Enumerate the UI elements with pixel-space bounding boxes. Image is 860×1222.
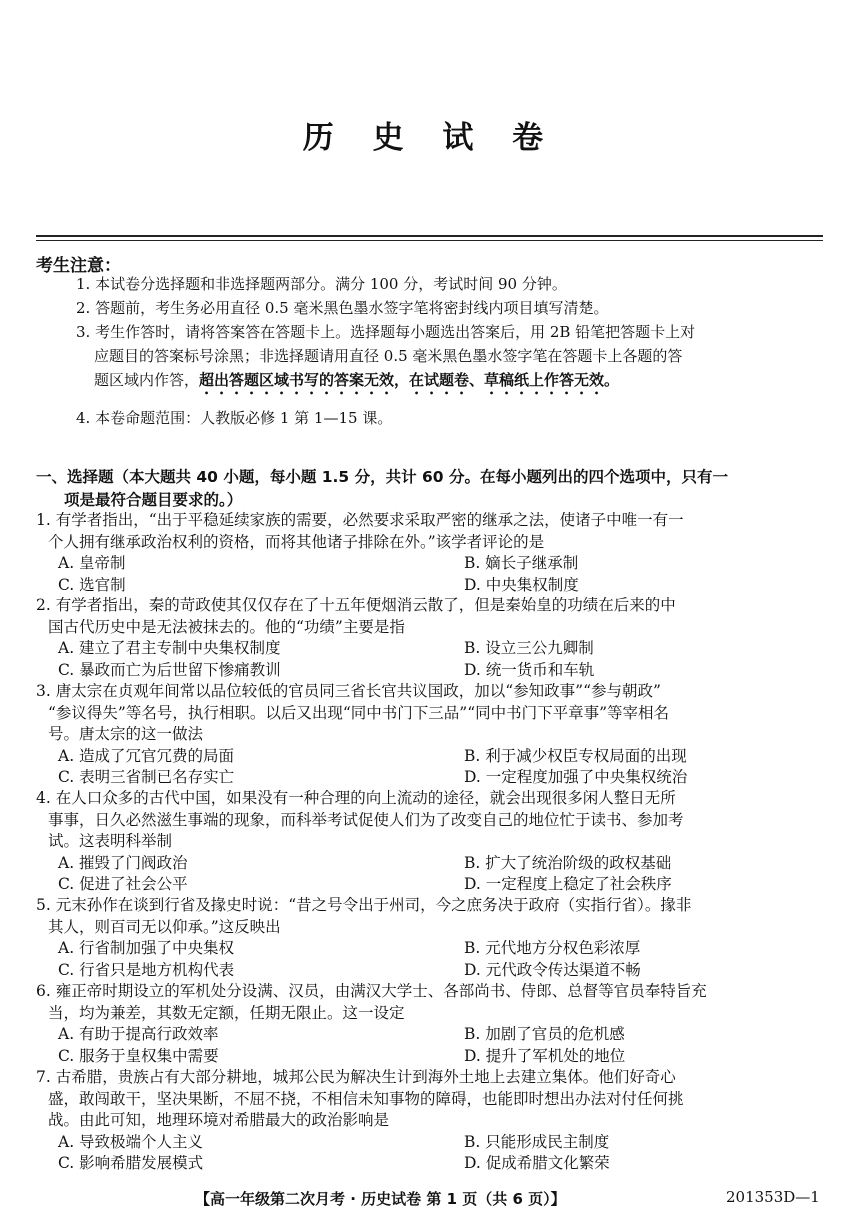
footer-code: 201353D—1 bbox=[726, 1188, 820, 1206]
section-heading-line-1: 一、选择题（本大题共 40 小题，每小题 1.5 分，共计 60 分。在每小题列出的四个选项中，只有一 bbox=[36, 468, 728, 486]
option-a: A. 摧毁了门阀政治 bbox=[58, 853, 188, 872]
option-b: B. 嫡长子继承制 bbox=[464, 554, 579, 572]
option-c: C. 表明三省制已名存实亡 bbox=[58, 768, 235, 786]
question-stem: 7. 古希腊，贵族占有大部分耕地，城邦公民为解决生计到海外土地上去建立集体。他们好奇心 bbox=[36, 1068, 676, 1086]
question-4 bbox=[36, 788, 826, 896]
header-rule-thick bbox=[36, 235, 823, 237]
option-d: D. 促成希腊文化繁荣 bbox=[464, 1154, 610, 1172]
question-stem: 事事，日久必然滋生事端的现象，而科举考试促使人们为了改变自己的地位忙于读书、参加考 bbox=[48, 810, 684, 829]
option-row bbox=[36, 1153, 826, 1175]
question-stem: 号。唐太宗的这一做法 bbox=[48, 725, 204, 743]
notice-item-3 bbox=[76, 320, 826, 398]
option-b: B. 设立三公九卿制 bbox=[464, 639, 594, 657]
option-row bbox=[36, 960, 826, 982]
question-stem: 其人，则百司无以仰承。”这反映出 bbox=[48, 917, 281, 936]
option-row bbox=[36, 660, 826, 682]
option-a: A. 行省制加强了中央集权 bbox=[58, 939, 235, 957]
option-row bbox=[36, 1024, 826, 1046]
option-d: D. 提升了军机处的地位 bbox=[464, 1046, 626, 1065]
question-7 bbox=[36, 1067, 826, 1175]
option-c: C. 服务于皇权集中需要 bbox=[58, 1046, 219, 1065]
question-stem: 5. 元末孙作在谈到行省及掾史时说：“昔之号令出于州司，今之庶务决于政府（实指行省）。掾非 bbox=[36, 896, 692, 914]
option-c: C. 暴政而亡为后世留下惨痛教训 bbox=[58, 660, 281, 679]
option-d: D. 中央集权制度 bbox=[464, 575, 579, 594]
option-row bbox=[36, 767, 826, 789]
notice-item-2: 2. 答题前，考生务必用直径 0.5 毫米黑色墨水签字笔将密封线内项目填写清楚。 bbox=[76, 299, 609, 317]
question-1 bbox=[36, 510, 826, 596]
option-row bbox=[36, 1132, 826, 1154]
option-d: D. 一定程度加强了中央集权统治 bbox=[464, 768, 688, 786]
notice-item-3-plain: 题区域内作答， bbox=[94, 371, 200, 389]
question-stem: 4. 在人口众多的古代中国，如果没有一种合理的向上流动的途径，就会出现很多闲人整日无所 bbox=[36, 789, 676, 807]
question-5 bbox=[36, 895, 826, 981]
option-row bbox=[36, 638, 826, 660]
option-a: A. 皇帝制 bbox=[58, 554, 126, 572]
option-row bbox=[36, 938, 826, 960]
question-stem: 当，均为兼差，其数无定额，任期无限止。这一设定 bbox=[48, 1003, 405, 1022]
option-c: C. 影响希腊发展模式 bbox=[58, 1154, 204, 1172]
option-a: A. 造成了冗官冗费的局面 bbox=[58, 746, 235, 765]
question-3 bbox=[36, 681, 826, 789]
question-stem: 个人拥有继承政治权利的资格，而将其他诸子排除在外。”该学者评论的是 bbox=[48, 532, 545, 551]
question-2 bbox=[36, 595, 826, 681]
option-a: A. 建立了君主专制中央集权制度 bbox=[58, 639, 281, 657]
option-row bbox=[36, 746, 826, 768]
question-stem: 战。由此可知，地理环境对希腊最大的政治影响是 bbox=[48, 1111, 390, 1129]
notice-item-1: 1. 本试卷分选择题和非选择题两部分。满分 100 分，考试时间 90 分钟。 bbox=[76, 275, 567, 293]
question-stem: 国古代历史中是无法被抹去的。他的“功绩”主要是指 bbox=[48, 617, 405, 636]
notice-item-3-line-2: 应题目的答案标号涂黑；非选择题请用直径 0.5 毫米黑色墨水签字笔在答题卡上各题的答 bbox=[94, 347, 683, 365]
option-b: B. 利于减少权臣专权局面的出现 bbox=[464, 746, 687, 765]
option-row bbox=[36, 853, 826, 875]
option-c: C. 行省只是地方机构代表 bbox=[58, 960, 235, 979]
option-b: B. 只能形成民主制度 bbox=[464, 1132, 610, 1151]
footer-page-info: 【高一年级第二次月考 · 历史试卷 第 1 页（共 6 页）】 bbox=[195, 1190, 566, 1208]
option-a: A. 有助于提高行政效率 bbox=[58, 1025, 219, 1043]
notice-item-3-emphasis: 超出答题区域书写的答案无效，在试题卷、草稿纸上作答无效。 bbox=[199, 371, 620, 389]
page-title: 历 史 试 卷 bbox=[302, 120, 558, 156]
option-row bbox=[36, 575, 826, 597]
notice-heading: 考生注意： bbox=[36, 256, 121, 276]
option-b: B. 扩大了统治阶级的政权基础 bbox=[464, 853, 672, 872]
question-6 bbox=[36, 981, 826, 1067]
notice-item-3-line-1: 3. 考生作答时，请将答案答在答题卡上。选择题每小题选出答案后，用 2B 铅笔把答题卡上对 bbox=[76, 323, 696, 341]
question-stem: 试。这表明科举制 bbox=[48, 832, 173, 850]
notice-item-3-line-3 bbox=[76, 368, 826, 398]
option-c: C. 促进了社会公平 bbox=[58, 875, 188, 893]
question-stem: 3. 唐太宗在贞观年间常以品位较低的官员同三省长官共议国政，加以“参知政事”“参与朝政” bbox=[36, 682, 661, 700]
question-stem: “参议得失”等名号，执行相职。以后又出现“同中书门下三品”“同中书门下平章事”等宰相名 bbox=[48, 703, 670, 722]
option-a: A. 导致极端个人主义 bbox=[58, 1132, 204, 1151]
option-d: D. 一定程度上稳定了社会秩序 bbox=[464, 875, 672, 893]
option-row bbox=[36, 553, 826, 575]
section-heading-line-2: 项是最符合题目要求的。） bbox=[64, 491, 243, 509]
question-stem: 1. 有学者指出，“出于平稳延续家族的需要，必然要求采取严密的继承之法，使诸子中唯一有一 bbox=[36, 511, 684, 529]
section-heading bbox=[36, 466, 826, 512]
header-rule-thin bbox=[36, 240, 823, 241]
question-stem: 2. 有学者指出，秦的苛政使其仅仅存在了十五年便烟消云散了，但是秦始皇的功绩在后来的中 bbox=[36, 596, 676, 614]
option-d: D. 统一货币和车轨 bbox=[464, 660, 595, 679]
option-b: B. 元代地方分权色彩浓厚 bbox=[464, 939, 641, 957]
option-b: B. 加剧了官员的危机感 bbox=[464, 1025, 625, 1043]
option-row bbox=[36, 1046, 826, 1068]
notice-item-4: 4. 本卷命题范围：人教版必修 1 第 1—15 课。 bbox=[76, 409, 393, 427]
question-stem: 6. 雍正帝时期设立的军机处分设满、汉员，由满汉大学士、各部尚书、侍郎、总督等官员奉特旨充 bbox=[36, 982, 707, 1000]
option-c: C. 选官制 bbox=[58, 575, 126, 594]
question-stem: 盛，敢闯敢干，坚决果断，不屈不挠，不相信未知事物的障碍，也能即时想出办法对付任何挑 bbox=[48, 1089, 684, 1108]
option-d: D. 元代政令传达渠道不畅 bbox=[464, 960, 641, 979]
option-row bbox=[36, 874, 826, 896]
